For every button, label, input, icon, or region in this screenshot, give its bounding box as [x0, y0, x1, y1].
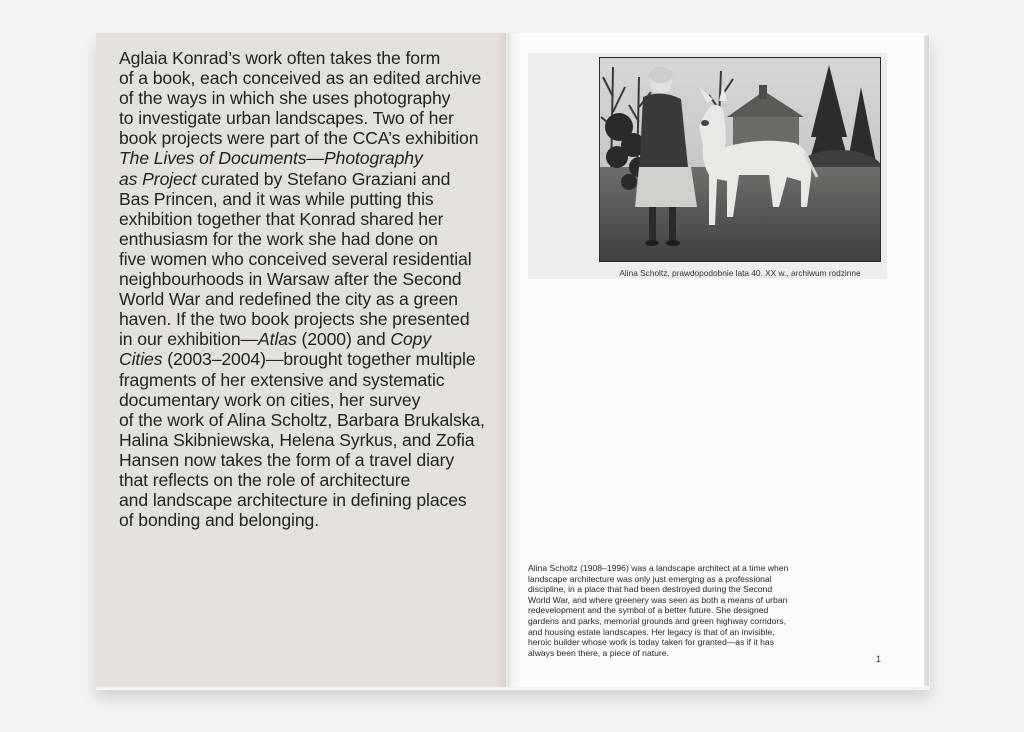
- essay-line: Aglaia Konrad’s work often takes the form: [119, 48, 441, 68]
- essay-line: fragments of her extensive and systematic: [119, 369, 445, 390]
- essay-line: Bas Princen, and it was while putting this: [119, 188, 434, 209]
- bio-line: Alina Scholtz (1908–1996) was a landscape architect at a time when: [528, 563, 789, 573]
- historical-photo: [599, 57, 881, 262]
- essay-line: of a book, each conceived as an edited archive: [119, 68, 482, 89]
- essay-line: The Lives of Documents—Photography: [119, 148, 423, 169]
- essay-text: [119, 48, 491, 530]
- essay-line: to investigate urban landscapes. Two of her: [119, 108, 454, 129]
- italic-title: Copy: [390, 329, 432, 350]
- essay-line: Halina Skibniewska, Helena Syrkus, and Zofia: [119, 429, 475, 450]
- bio-line: discipline, in a place that had been destroyed during the Second: [528, 584, 773, 595]
- essay-line: of the ways in which she uses photography: [119, 88, 451, 109]
- essay-line: book projects were part of the CCA’s exhibition: [119, 128, 479, 149]
- essay-line: [119, 349, 491, 369]
- essay-line: that reflects on the role of architecture: [119, 469, 411, 490]
- essay-line: five women who conceived several residential: [119, 248, 472, 269]
- essay-line: [119, 169, 491, 189]
- bio-line: heroic builder whose work is today taken for granted—as if it has: [528, 637, 775, 648]
- text-segment: curated by Stefano Graziani and: [196, 168, 451, 189]
- bio-line: and housing estate landscapes. Her legacy is that of an invisible,: [528, 626, 775, 637]
- italic-title: Atlas: [258, 329, 297, 350]
- essay-line: documentary work on cities, her survey: [119, 389, 421, 410]
- bio-line: redevelopment and the symbol of a better future. She designed: [528, 605, 769, 616]
- italic-title: as Project: [119, 168, 197, 189]
- bio-line: always been there, a piece of nature.: [528, 647, 669, 658]
- essay-line: [119, 329, 491, 349]
- photo-caption: Alina Scholtz, prawdopodobnie lata 40. XX w., archiwum rodzinne: [619, 268, 861, 278]
- essay-line: haven. If the two book projects she presented: [119, 309, 470, 330]
- bio-line: gardens and parks, memorial grounds and green highway corridors,: [528, 615, 786, 626]
- essay-line: Hansen now takes the form of a travel diary: [119, 449, 455, 470]
- bio-paragraph: [528, 563, 828, 658]
- essay-line: and landscape architecture in defining places: [119, 490, 467, 511]
- essay-line: World War and redefined the city as a green: [119, 289, 458, 310]
- page-number: 1: [876, 654, 882, 664]
- bio-line: landscape architecture was only just emerging as a professional: [528, 573, 772, 584]
- page-edge: [924, 36, 929, 686]
- bio-line: World War, and where greenery was seen as both a means of urban: [528, 594, 788, 605]
- text-segment: in our exhibition—: [119, 329, 259, 350]
- text-segment: (2003–2004)—brought together multiple: [162, 349, 476, 370]
- book-gutter: [496, 33, 522, 687]
- essay-line: neighbourhoods in Warsaw after the Second: [119, 269, 462, 290]
- essay-line: enthusiasm for the work she had done on: [119, 228, 438, 249]
- photo-illustration: [599, 57, 881, 262]
- essay-line: exhibition together that Konrad shared her: [119, 208, 444, 229]
- essay-line: of bonding and belonging.: [119, 510, 320, 531]
- essay-line: of the work of Alina Scholtz, Barbara Brukalska,: [119, 409, 485, 430]
- text-segment: (2000) and: [296, 329, 391, 350]
- italic-title: Cities: [119, 349, 163, 370]
